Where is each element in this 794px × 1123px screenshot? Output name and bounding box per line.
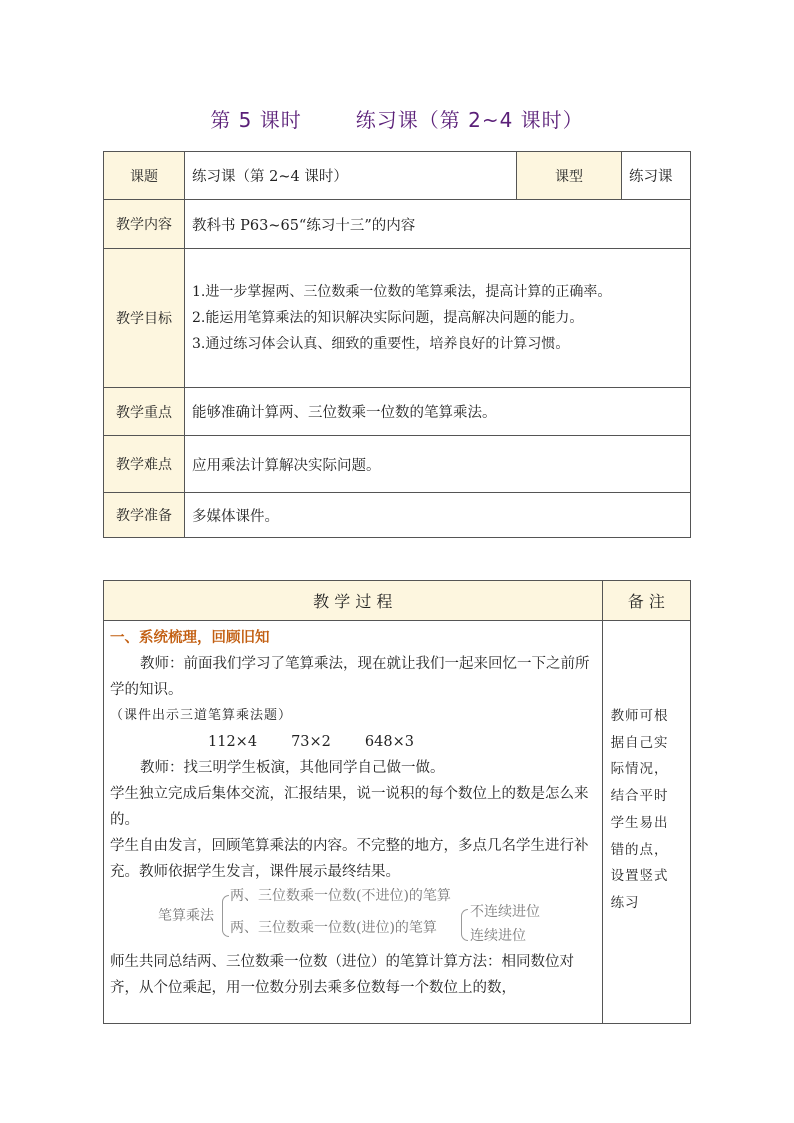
objective-item: 3.通过练习体会认真、细致的重要性，培养良好的计算习惯。 [192,336,570,352]
difficulty-value: 应用乘法计算解决实际问题。 [185,436,691,493]
courseware-note: （课件出示三道笔算乘法题） [110,708,293,723]
method-summary: 师生共同总结两、三位数乘一位数（进位）的笔算计算方法：相同数位对齐，从个位乘起，用一位数分别去乘多位数每一个数位上的数， [110,954,574,996]
key-point-value: 能够准确计算两、三位数乘一位数的笔算乘法。 [185,388,691,436]
problem-item: 112×4 [208,734,258,750]
note-line: 际情况， [610,761,669,778]
note-line: 设置竖式 [610,868,669,885]
objectives-label: 教学目标 [104,249,185,388]
note-line: 错的点， [610,841,669,858]
diagram-branch-carry: 两、三位数乘一位数(进位)的笔算 [230,920,437,936]
lesson-name: 练习课（第 2~4 课时） [355,108,584,132]
process-header: 教 学 过 程 [104,581,603,621]
preparation-value: 多媒体课件。 [185,493,691,538]
lesson-number: 第 5 课时 [210,108,302,132]
diagram-brace [222,895,229,937]
diagram-branch-no-carry: 两、三位数乘一位数(不进位)的笔算 [230,888,451,904]
multiplication-concept-diagram [110,885,596,949]
student-activity: 学生独立完成后集体交流，汇报结果，说一说积的每个数位上的数是怎么来的。 [110,786,589,828]
process-content [104,621,603,1024]
teacher-intro: 教师：前面我们学习了笔算乘法，现在就让我们一起来回忆一下之前所学的知识。 [110,656,590,698]
teacher-note [602,621,690,1024]
note-line: 学生易出 [610,814,669,831]
teacher-instruction: 教师：找三明学生板演，其他同学自己做一做。 [140,760,445,776]
content-value: 教科书 P63~65“练习十三”的内容 [185,200,691,249]
diagram-noncontinuous-carry: 不连续进位 [470,904,540,920]
objective-item: 1.进一步掌握两、三位数乘一位数的笔算乘法，提高计算的正确率。 [192,284,612,300]
problem-item: 73×2 [291,734,331,750]
lesson-info-table [103,151,691,538]
notes-header: 备 注 [602,581,690,621]
note-line: 练习 [610,894,640,911]
note-line: 据自己实 [610,734,669,751]
topic-value: 练习课（第 2~4 课时） [185,152,517,200]
topic-label: 课题 [104,152,185,200]
objective-item: 2.能运用笔算乘法的知识解决实际问题，提高解决问题的能力。 [192,310,584,326]
diagram-continuous-carry: 连续进位 [470,928,526,944]
page-title [0,104,794,133]
student-discussion: 学生自由发言，回顾笔算乘法的内容。不完整的地方，多点几名学生进行补充。教师依据学生发言，课件展示最终结果。 [110,838,589,880]
content-label: 教学内容 [104,200,185,249]
diagram-root: 笔算乘法 [158,908,214,924]
type-label: 课型 [517,152,622,200]
objectives-list [185,249,691,388]
note-line: 结合平时 [610,788,669,805]
teaching-process-table [103,580,691,1024]
diagram-brace [461,909,468,941]
problem-item: 648×3 [364,734,414,750]
difficulty-label: 教学难点 [104,436,185,493]
key-point-label: 教学重点 [104,388,185,436]
type-value: 练习课 [622,152,691,200]
note-line: 教师可根 [610,708,669,724]
problem-list [110,729,596,755]
preparation-label: 教学准备 [104,493,185,538]
section-heading: 一、系统梳理，回顾旧知 [110,630,270,646]
